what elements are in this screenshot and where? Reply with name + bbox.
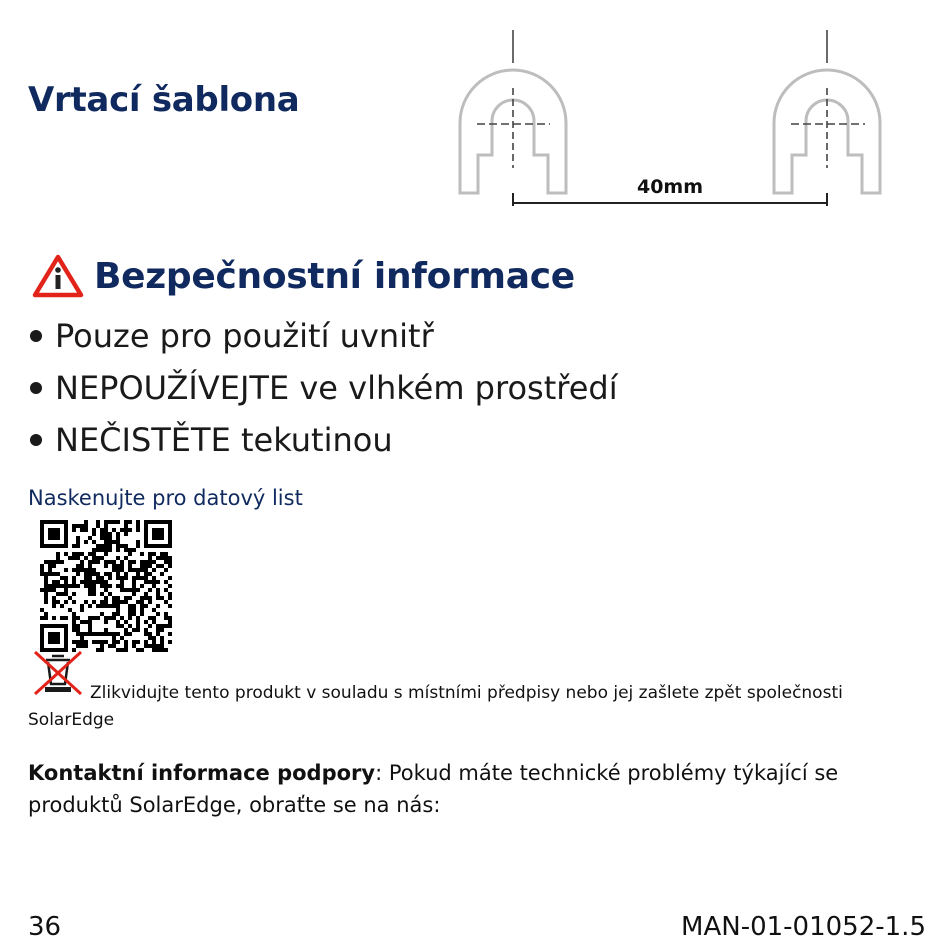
safety-heading xyxy=(32,248,575,304)
bullet-icon xyxy=(30,434,42,446)
dimension-label: 40mm xyxy=(636,176,704,198)
contact-label: Kontaktní informace podpory xyxy=(28,761,376,785)
list-item: Pouze pro použití uvnitř xyxy=(28,310,618,362)
drilling-template-title: Vrtací šablona xyxy=(28,80,300,120)
bullet-icon xyxy=(30,330,42,342)
contact-info xyxy=(28,757,908,821)
page-number: 36 xyxy=(28,912,62,942)
document-code: MAN-01-01052-1.5 xyxy=(681,912,926,942)
bullet-icon xyxy=(30,382,42,394)
qr-code-icon[interactable] xyxy=(40,520,172,652)
list-item: NEČISTĚTE tekutinou xyxy=(28,414,618,466)
safety-heading-text: Bezpečnostní informace xyxy=(94,255,575,297)
drilling-template-diagram xyxy=(455,28,885,218)
safety-list xyxy=(28,310,618,466)
disposal-text: Zlikvidujte tento produkt v souladu s místními předpisy nebo jej zašlete zpět společnosti SolarEdge xyxy=(28,683,843,730)
contact-text: : Pokud máte technické problémy týkající se produktů SolarEdge, obraťte se na nás: xyxy=(28,761,839,817)
scan-datasheet-label: Naskenujte pro datový list xyxy=(28,486,303,510)
list-item: NEPOUŽÍVEJTE ve vlhkém prostředí xyxy=(28,362,618,414)
warning-triangle-icon xyxy=(32,253,84,299)
